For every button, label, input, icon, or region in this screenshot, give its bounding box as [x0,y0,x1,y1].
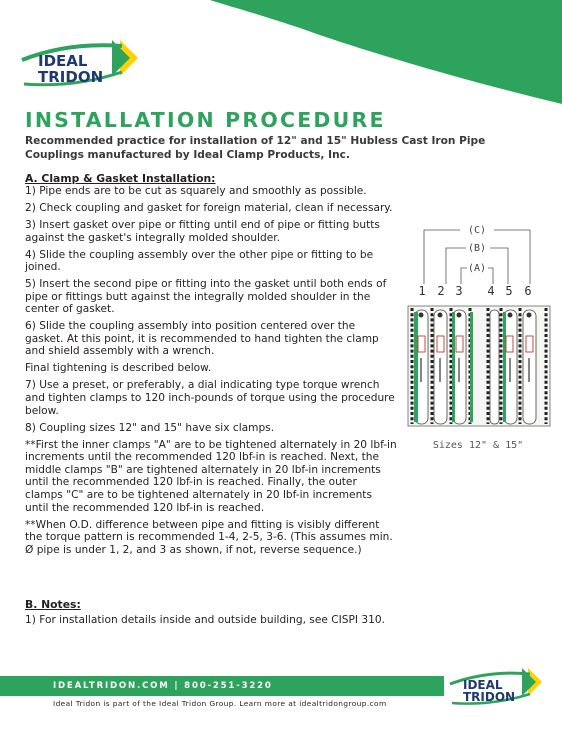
page-subtitle: Recommended practice for installation of 12" and 15" Hubless Cast Iron Pipe Couplings manufactured by Ideal Clamp Products, Inc. [25,135,486,161]
bracket-label-a: (A) [467,263,487,274]
footer-note: Ideal Tridon is part of the Ideal Tridon Group. Learn more at idealtridongroup.com [53,699,387,708]
clamp-number-2: 2 [437,284,445,298]
clamp-number-6: 6 [524,284,532,298]
logo-text-ideal: IDEAL [38,52,88,70]
ideal-tridon-logo-footer [448,666,544,706]
bracket-label-c: (C) [467,225,487,236]
step-6: 6) Slide the coupling assembly into position centered over the gasket. At this point, it is recommended to hand tighten the clamp and shield assembly with a wrench. [25,320,379,358]
clamp-number-5: 5 [505,284,513,298]
installation-steps [25,185,397,561]
step-2: 2) Check coupling and gasket for foreign material, clean if necessary. [25,201,393,214]
bracket-label-b: (B) [467,243,487,254]
bracket-lines [424,230,530,284]
clamp-number-3: 3 [455,284,463,298]
ideal-tridon-logo [18,36,140,88]
footer-logo-text-ideal: IDEAL [463,678,503,692]
od-difference-note: **When O.D. difference between pipe and fitting is visibly different the torque pattern is recommended 1-4, 2-5, 3-6. (This assumes min. Ø pipe is under 1, 2, and 3 as shown, if not, reverse sequence.) [25,518,393,556]
logo-text-tridon: TRIDON [38,68,104,86]
section-b-heading: B. Notes: [25,598,81,611]
footer-logo-text-tridon: TRIDON [463,690,516,704]
step-7: 7) Use a preset, or preferably, a dial indicating type torque wrench and tighten clamps to 120 inch-pounds of torque using the procedure below. [25,379,395,417]
step-4: 4) Slide the coupling assembly over the other pipe or fitting to be joined. [25,248,374,274]
coupling-body [408,306,550,426]
torque-sequence-note: **First the inner clamps "A" are to be tightened alternately in 20 lbf-in increments until the recommended 120 lbf-in is reached. Next, the middle clamps "B" are tightened alternately in 20 lbf-in increments until the recommended 120 lbf-in is reached. Finally, the outer clamps "C" are to be tightened alternately in 20 lbf-in increments until the recommended 120 lbf-in is reached. [25,438,397,514]
clamp-number-1: 1 [418,284,426,298]
footer-contact[interactable]: IDEALTRIDON.COM | 800-251-3220 [53,681,273,691]
final-tightening-note: Final tightening is described below. [25,362,212,375]
clamp-number-4: 4 [487,284,495,298]
step-5: 5) Insert the second pipe or fitting into the gasket until both ends of pipe or fittings butt against the integrally molded shoulder in the center of gasket. [25,278,387,316]
coupling-clamp-diagram [404,216,554,456]
note-1: 1) For installation details inside and outside building, see CISPI 310. [25,614,385,626]
step-8: 8) Coupling sizes 12" and 15" have six clamps. [25,421,275,434]
step-1: 1) Pipe ends are to be cut as squarely and smoothly as possible. [25,185,367,197]
page-title: INSTALLATION PROCEDURE [25,108,386,132]
section-a-heading: A. Clamp & Gasket Installation: [25,172,216,185]
step-3: 3) Insert gasket over pipe or fitting until end of pipe or fitting butts against the gasket's integrally molded shoulder. [25,218,380,244]
diagram-caption: Sizes 12" & 15" [432,440,524,451]
